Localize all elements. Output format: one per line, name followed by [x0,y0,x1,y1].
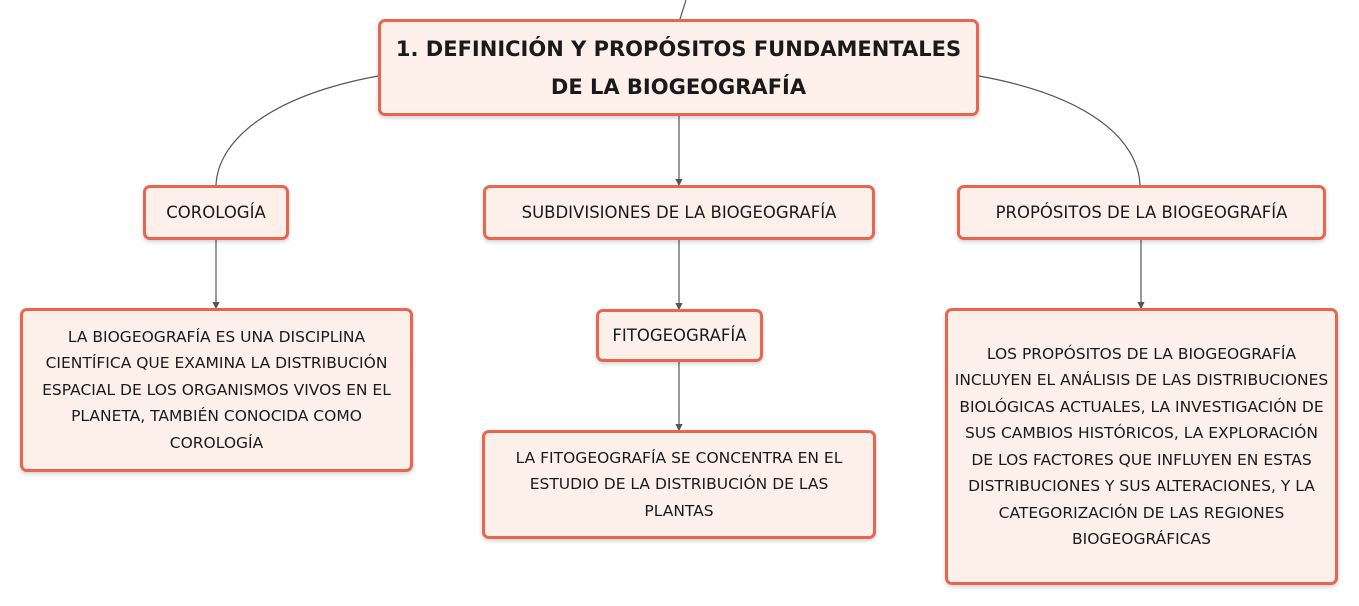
topic-propositos-label: PROPÓSITOS DE LA BIOGEOGRAFÍA [995,202,1288,222]
subtopic-fitogeografia-label: FITOGEOGRAFÍA [612,325,747,345]
detail-fitogeografia-text: LA FITOGEOGRAFÍA SE CONCENTRA EN EL ESTUDIO DE LA DISTRIBUCIÓN DE LAS PLANTAS [515,448,843,520]
connector-root-to-corologia [216,76,378,185]
topic-subdivisiones-label: SUBDIVISIONES DE LA BIOGEOGRAFÍA [521,202,837,222]
connector-root-to-propositos [979,76,1140,185]
root-topic-node[interactable] [378,19,979,116]
topic-subdivisiones-node[interactable] [483,185,875,240]
detail-propositos-node[interactable] [945,308,1338,585]
topic-corologia-node[interactable] [143,185,289,240]
connector-parent-to-root [680,0,686,19]
root-topic-title: 1. DEFINICIÓN Y PROPÓSITOS FUNDAMENTALES DE LA BIOGEOGRAFÍA [395,36,962,99]
detail-propositos-text: LOS PROPÓSITOS DE LA BIOGEOGRAFÍA INCLUYEN EL ANÁLISIS DE LAS DISTRIBUCIONES BIOLÓGICAS ACTUALES, LA INVESTIGACIÓN DE SUS CAMBIOS HISTÓRICOS, LA EXPLORACIÓN DE LOS FACTORES QUE INFLUYEN EN ESTAS DISTRIBUCIONES Y SUS ALTERACIONES, Y LA CATEGORIZACIÓN DE LAS REGIONES BIOGEOGRÁFICAS [954,344,1329,548]
detail-corologia-node[interactable] [20,308,413,472]
detail-fitogeografia-node[interactable] [482,430,876,539]
subtopic-fitogeografia-node[interactable] [596,309,763,362]
detail-corologia-text: LA BIOGEOGRAFÍA ES UNA DISCIPLINA CIENTÍFICA QUE EXAMINA LA DISTRIBUCIÓN ESPACIAL DE LOS ORGANISMOS VIVOS EN EL PLANETA, TAMBIÉN CONOCIDA COMO COROLOGÍA [42,327,391,452]
topic-corologia-label: COROLOGÍA [166,202,266,222]
topic-propositos-node[interactable] [957,185,1326,240]
